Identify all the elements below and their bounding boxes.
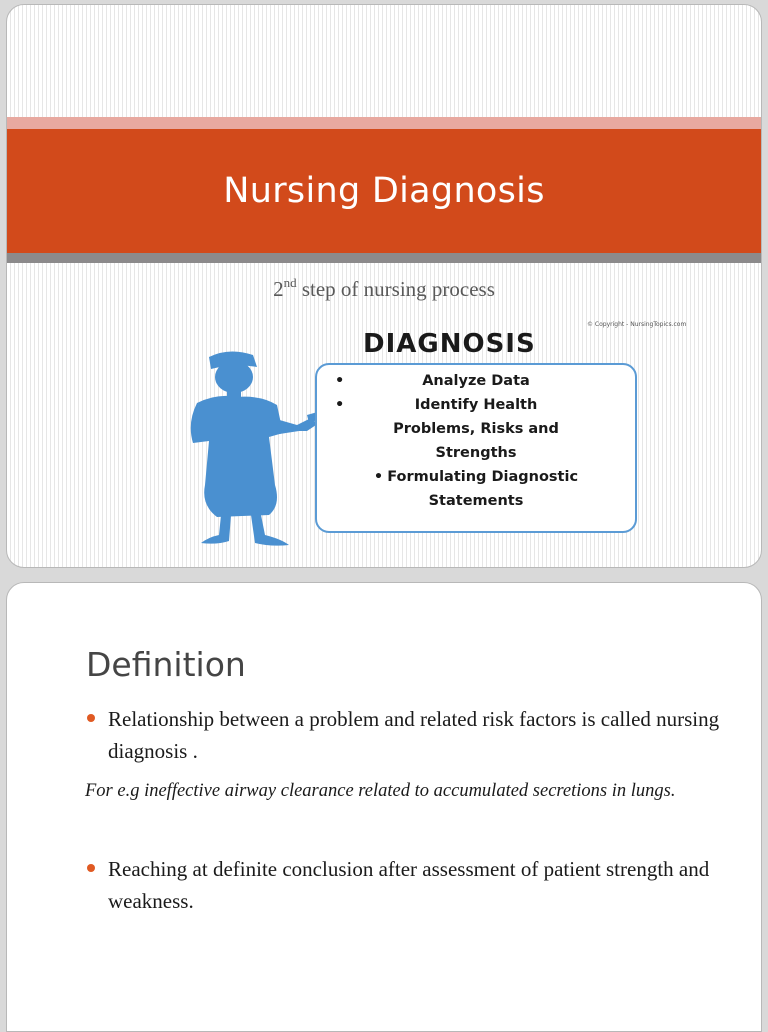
- diagnosis-steps-list: [317, 365, 635, 513]
- list-item-text: Formulating Diagnostic: [387, 469, 579, 485]
- bullet-icon: •: [335, 373, 345, 389]
- diagnosis-steps-box: [315, 363, 637, 533]
- example-text: For e.g ineffective airway clearance related to accumulated secretions in lungs.: [85, 781, 676, 801]
- list-item: [323, 393, 629, 417]
- bullet-point: [85, 703, 745, 767]
- slide-definition: [6, 582, 762, 1032]
- slide-title: [6, 4, 762, 568]
- title-band: [7, 129, 761, 253]
- subtitle-superscript: nd: [283, 275, 297, 290]
- figure-heading: DIAGNOSIS: [363, 329, 536, 359]
- bullet-text: Relationship between a problem and related risk factors is called nursing diagnosis .: [108, 707, 720, 763]
- nurse-silhouette-icon: [157, 345, 337, 555]
- definition-bullets: [85, 703, 745, 917]
- bullet-dot-icon: [87, 714, 95, 722]
- list-item-text: Identify Health: [414, 397, 538, 413]
- subtitle-ordinal: 2: [273, 277, 284, 301]
- definition-heading: Definition: [86, 645, 246, 684]
- list-item-text: Strengths: [435, 445, 517, 461]
- list-item: [323, 369, 629, 393]
- list-item: [323, 465, 629, 489]
- bullet-icon: •: [373, 469, 384, 485]
- divider-strip: [7, 253, 761, 263]
- bullet-point: [85, 853, 745, 917]
- accent-strip: [7, 117, 761, 129]
- list-item: [323, 441, 629, 465]
- list-item: [323, 489, 629, 513]
- bullet-text: Reaching at definite conclusion after assessment of patient strength and weakness.: [108, 857, 710, 913]
- subtitle-text: step of nursing process: [296, 277, 495, 301]
- list-item-text: Problems, Risks and: [393, 421, 559, 437]
- list-item-text: Analyze Data: [422, 373, 530, 389]
- bullet-dot-icon: [87, 864, 95, 872]
- copyright-watermark: © Copyright - NursingTopics.com: [587, 321, 687, 328]
- list-item-text: Statements: [428, 493, 524, 509]
- bullet-icon: •: [335, 397, 345, 413]
- diagnosis-figure: [157, 315, 697, 555]
- slide-subtitle: [7, 277, 761, 302]
- list-item: [323, 417, 629, 441]
- slide-title-text: Nursing Diagnosis: [223, 171, 545, 211]
